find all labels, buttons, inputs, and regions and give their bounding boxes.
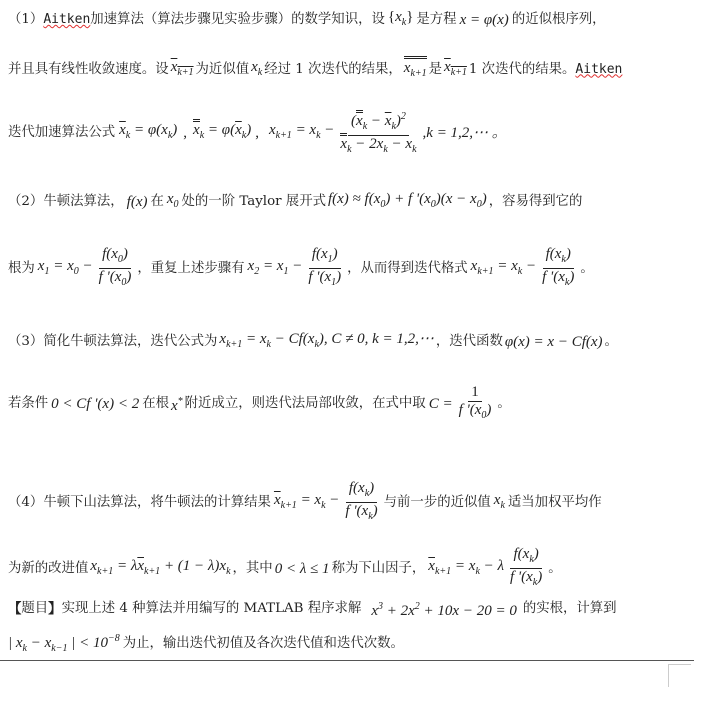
- p2-text: 处的一阶 Taylor 展开式: [181, 194, 326, 209]
- p4-text: ，其中: [232, 560, 273, 576]
- task-bracket-open: 【: [8, 601, 22, 617]
- x-k: $x_k$: [251, 58, 263, 78]
- downhill-frac-2: $\frac{f(x_k)}{f '(x_k)}$: [510, 546, 543, 588]
- p4-text: 适当加权平均作: [507, 494, 602, 510]
- task-text: 为止，输出迭代初值及各次迭代值和迭代次数。: [122, 636, 404, 651]
- formula-xbar: $\overline{x}_k = \varphi(x_k)$: [119, 122, 178, 141]
- xdbar-k1: $x_{k+1}$: [404, 56, 427, 83]
- sequence-xk: $\{x_k\}$: [387, 9, 414, 28]
- p2-text: ，重复上述步骤有: [137, 260, 245, 276]
- c-fraction: $\frac{1}{f '(x_0)}$: [458, 384, 492, 421]
- taylor-expansion: $f(x) \approx f(x_0) + f$ '$(x_0)(x - x_0)$: [327, 191, 487, 210]
- p2-text: 。: [580, 260, 594, 276]
- simplified-newton-formula: $x_{k+1} = x_k - Cf(x_k)$, C ≠ 0, k = 1,2,⋯: [219, 331, 434, 350]
- p1-text: 经过 1 次迭代的结果，: [264, 61, 402, 77]
- page-divider: [0, 660, 694, 661]
- task-bracket-close: 】: [48, 601, 62, 617]
- task-text: 实现上述 4 种算法并用编写的 MATLAB 程序求解: [61, 601, 362, 616]
- p1-text: 是方程: [416, 12, 457, 27]
- p3-line1: （3） 简化牛顿法算法，迭代公式为 $x_{k+1} = x_k - Cf(x_k)$, C ≠ 0, k = 1,2,⋯ ，迭代函数 φ(x) = x − Cf(x) 。: [8, 330, 694, 354]
- formula-xdbar: $x_k = \varphi(\overline{x}_k)$: [193, 121, 251, 145]
- stop-criterion: | $x_k - x_{k-1}$ | < $10^{-8}$: [8, 633, 120, 654]
- p3-text: 。: [497, 396, 511, 411]
- page-corner-mark: [668, 664, 691, 687]
- p1-label: （1）: [8, 12, 44, 27]
- p1-line2: [8, 56, 694, 83]
- aitken-fraction: $\frac{(x_k - \overline{x}_k)^2}{x_k - 2\overline{x}_k - x_k}$: [337, 108, 419, 158]
- p3-text: 简化牛顿法算法，迭代公式为: [43, 334, 218, 349]
- task-line2: [8, 630, 694, 658]
- p1-text: 的近似根序列，: [511, 12, 606, 27]
- newton-frac-1: $\frac{f(x_0)}{f '(x_0)}$: [98, 246, 132, 288]
- p2-line2: 根为 $x_1 = x_0$ − $\frac{f(x_0)}{f '(x_0)}$ ，重复上述步骤有 $x_2 = x_1$ − $\frac{f(x_1)}{f '(x_1)}$ ，从而得到迭代格式 $x_{k+1} = x_k$ − $\frac{f(x_k)}{f '(x_k)}$ 。: [8, 246, 694, 291]
- p2-text: 牛顿法算法，: [43, 194, 124, 209]
- p2-label: （2）: [8, 194, 44, 209]
- newton-frac-k: $\frac{f(x_k)}{f '(x_k)}$: [542, 246, 575, 288]
- newton-frac-2: $\frac{f(x_1)}{f '(x_1)}$: [308, 246, 342, 288]
- p4-label: （4）: [8, 494, 44, 510]
- k-range: k = 1,2,⋯ 。: [426, 125, 507, 141]
- p3-text: 若条件: [8, 396, 49, 411]
- p1-text: 迭代加速算法公式: [8, 125, 116, 140]
- p4-text: 牛顿下山法算法，将牛顿法的计算结果: [43, 494, 271, 510]
- p4-text: 为新的改进值: [8, 560, 89, 576]
- task-equation: $x^3 + 2x^2 + 10x - 20 = 0$: [371, 601, 517, 619]
- p1-text: 为近似值: [195, 61, 250, 77]
- p2-text: ，从而得到迭代格式: [347, 260, 468, 276]
- equation-x-phi: x = φ(x): [459, 12, 509, 28]
- p4-line1: （4） 牛顿下山法算法，将牛顿法的计算结果 $\overline{x}_{k+1} = x_k$ − $\frac{f(x_k)}{f '(x_k)}$ 与前一步的近似值 $x_k$ 适当加权平均作: [8, 480, 694, 525]
- p3-text: 。: [604, 334, 618, 349]
- p4-text: 与前一步的近似值: [383, 494, 491, 510]
- p1-text: 并且具有线性收敛速度。设: [8, 61, 169, 77]
- aitken-term: Aitken: [43, 12, 91, 27]
- p1-line3: 迭代加速算法公式 $\overline{x}_k = \varphi(x_k)$ , $x_k = \varphi(\overline{x}_k)$ , $x_{k+1} = x_k$ − $\frac{(x_k - \overline{x}_k)^2}{x_k - 2\overline{x}_k - x_k}$ , k = 1,2,⋯ 。: [8, 108, 694, 158]
- p1-text: 1 次迭代的结果。: [468, 61, 576, 77]
- xbar-k1: $x_{k+1}$: [170, 58, 194, 78]
- p3-text: 在根: [142, 396, 169, 411]
- task-text: 的实根，计算到: [522, 601, 617, 616]
- task-title: 题目: [21, 601, 49, 616]
- p4-line2: 为新的改进值 $x_{k+1} = \lambda\overline{x}_{k+1} + (1 - \lambda)x_k$ ，其中 0 < λ ≤ 1 称为下山因子， $\overline{x}_{k+1} = x_k - \lambda$ $\frac{f(x_k)}{f '(x_k)}$ 。: [8, 546, 694, 591]
- downhill-frac-1: $\frac{f(x_k)}{f '(x_k)}$: [345, 480, 378, 522]
- p2-text: 在: [150, 194, 164, 209]
- p4-text: 。: [548, 560, 562, 576]
- p1-text: 加速算法（算法步骤见实验步骤）的数学知识，设: [90, 12, 385, 27]
- aitken-term-2: Aitken: [575, 61, 623, 77]
- p3-label: （3）: [8, 334, 44, 349]
- p2-line1: （2） 牛顿法算法， f(x) 在 $x_0$ 处的一阶 Taylor 展开式 $f(x) \approx f(x_0) + f$ '$(x_0)(x - x_0)$ ，容易得到它的: [8, 190, 694, 214]
- p1-text: 是: [428, 61, 443, 77]
- p1-line1: [8, 8, 694, 32]
- p3-text: ，迭代函数: [435, 334, 503, 349]
- p4-text: 称为下山因子，: [331, 560, 426, 576]
- formula-aitken: $x_{k+1} = x_k$ −: [268, 122, 335, 141]
- p3-line2: 若条件 0 < Cf '(x) < 2 在根 x* 附近成立，则迭代法局部收敛，在式中取 C = $\frac{1}{f '(x_0)}$ 。: [8, 384, 694, 424]
- p2-text: ，容易得到它的: [488, 194, 583, 209]
- xbar-k1-b: $x_{k+1}$: [444, 58, 467, 78]
- task-line1: [8, 598, 694, 620]
- p2-text: 根为: [8, 260, 35, 276]
- p3-text: 附近成立，则迭代法局部收敛，在式中取: [184, 396, 426, 411]
